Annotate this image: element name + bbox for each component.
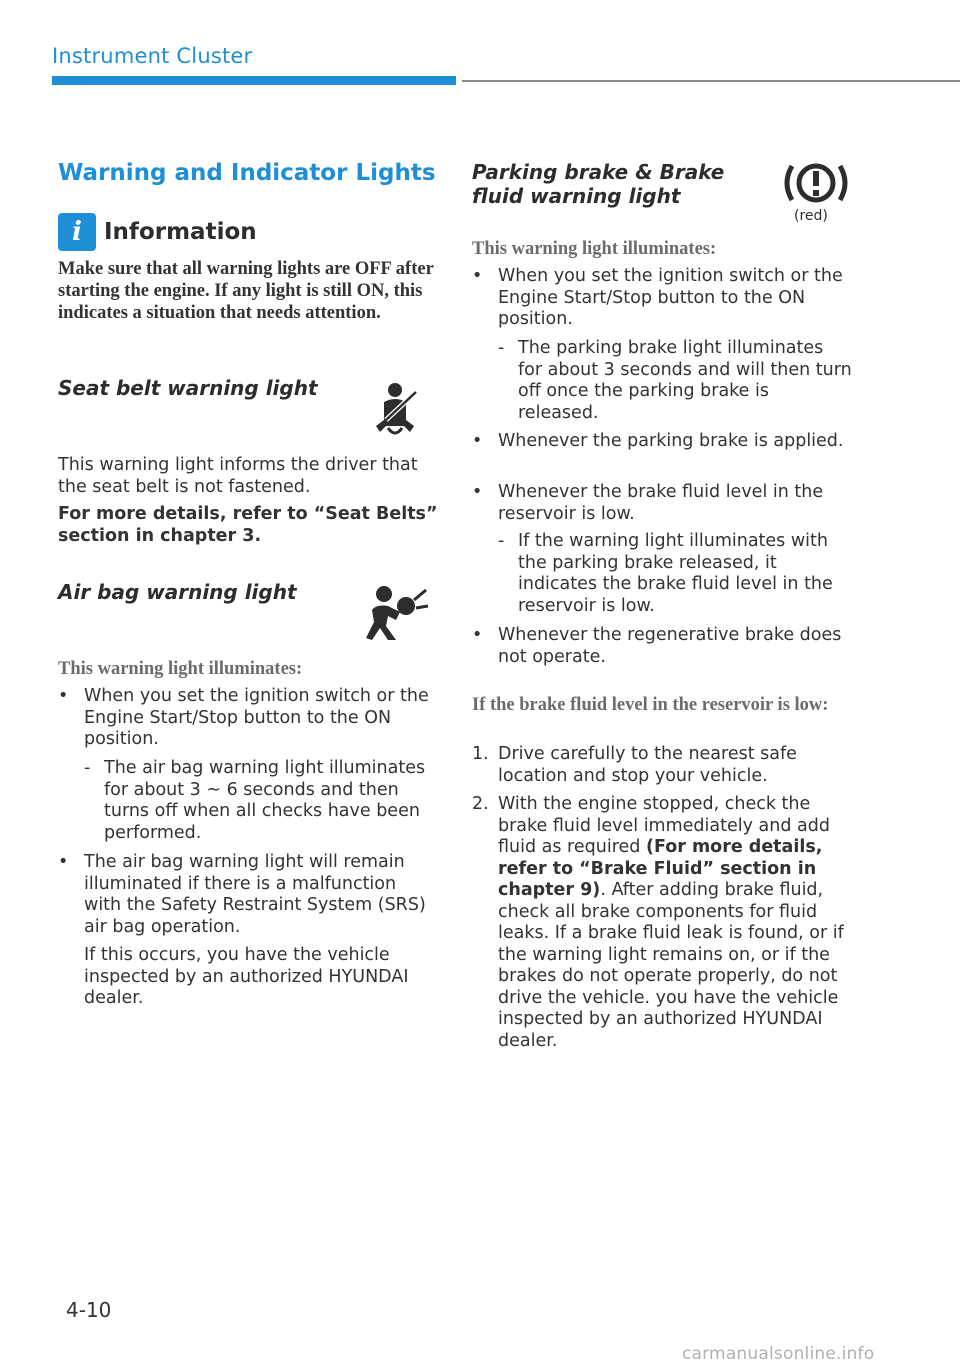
step-2-text-a: With the engine stopped, check the brake fluid level immediately and add fluid as required	[498, 794, 830, 857]
airbag-warning-icon	[366, 582, 430, 646]
information-text: Make sure that all warning lights are OFF after starting the engine. If any light is still ON, this indicates a situation that needs attention.	[58, 259, 434, 323]
bullet-marker: •	[472, 625, 483, 645]
brake-sub-bullet-1	[498, 338, 852, 424]
information-label: Information	[104, 219, 257, 245]
dash-marker: -	[498, 338, 505, 358]
brake-bullet-4-text: Whenever the regenerative brake does not operate.	[498, 625, 842, 667]
header-rule-accent	[52, 76, 456, 85]
brake-bullet-3-text: Whenever the brake fluid level in the reservoir is low.	[498, 482, 824, 524]
brake-lead: This warning light illuminates:	[472, 239, 717, 259]
bullet-marker: •	[472, 482, 483, 502]
watermark: carmanualsonline.info	[682, 1344, 875, 1364]
page-number: 4-10	[66, 1298, 112, 1322]
section-title: Warning and Indicator Lights	[58, 160, 436, 186]
brake-sub-bullet-3	[498, 531, 852, 617]
brake-sub-bullet-3-text: If the warning light illuminates with the parking brake released, it indicates the brake fluid level in the reservoir is low.	[518, 531, 833, 616]
brake-bullet-3	[472, 482, 852, 525]
seatbelt-text: This warning light informs the driver that the seat belt is not fastened.	[58, 455, 418, 497]
step-1-text: Drive carefully to the nearest safe location and stop your vehicle.	[498, 744, 797, 786]
step-2-number: 2.	[472, 794, 489, 814]
bullet-marker: •	[58, 852, 69, 872]
brake-title: Parking brake & Brake fluid warning light	[472, 160, 725, 208]
airbag-title: Air bag warning light	[58, 580, 297, 604]
page-header-title: Instrument Cluster	[52, 44, 253, 68]
low-fluid-heading: If the brake fluid level in the reservoir is low:	[472, 695, 829, 715]
brake-sub-bullet-1-text: The parking brake light illuminates for about 3 seconds and will then turn off once the parking brake is released.	[518, 338, 852, 423]
step-2-text	[498, 794, 852, 1052]
brake-bullet-1	[472, 266, 852, 331]
airbag-lead: This warning light illuminates:	[58, 659, 303, 679]
step-1	[472, 744, 852, 787]
step-1-number: 1.	[472, 744, 489, 764]
seatbelt-title: Seat belt warning light	[58, 376, 318, 400]
dash-marker: -	[84, 758, 91, 778]
step-2	[472, 794, 852, 1052]
airbag-note: If this occurs, you have the vehicle inspected by an authorized HYUNDAI dealer.	[84, 945, 409, 1008]
info-icon: i	[58, 213, 96, 251]
step-2-text-b: . After adding brake fluid, check all brake components for fluid leaks. If a brake fluid leak is found, or if the warning light remains on, or if the brakes do not operate properly, do not drive the vehicle. you have the vehicle inspected by an authorized HYUNDAI dealer.	[498, 880, 844, 1051]
brake-icon-caption: (red)	[794, 208, 828, 224]
airbag-bullet-2-text: The air bag warning light will remain illuminated if there is a malfunction with the Safety Restraint System (SRS) air bag operation.	[84, 852, 426, 937]
dash-marker: -	[498, 531, 505, 551]
brake-bullet-1-text: When you set the ignition switch or the Engine Start/Stop button to the ON position.	[498, 266, 843, 329]
seatbelt-reference: For more details, refer to “Seat Belts” section in chapter 3.	[58, 504, 438, 546]
airbag-bullet-1	[58, 686, 438, 751]
step-2-reference: (For more details, refer to “Brake Fluid” section in chapter 9)	[498, 837, 823, 900]
header-rule	[462, 80, 960, 82]
bullet-marker: •	[58, 686, 69, 706]
seatbelt-warning-icon	[366, 380, 426, 444]
bullet-marker: •	[472, 431, 483, 451]
information-heading	[58, 213, 257, 251]
airbag-sub-bullet-text: The air bag warning light illuminates for about 3 ~ 6 seconds and then turns off when all checks have been performed.	[104, 758, 426, 843]
brake-bullet-2-text: Whenever the parking brake is applied.	[498, 431, 844, 451]
brake-bullet-4	[472, 625, 852, 668]
airbag-bullet-1-text: When you set the ignition switch or the Engine Start/Stop button to the ON position.	[84, 686, 429, 749]
airbag-sub-bullet	[84, 758, 438, 844]
airbag-bullet-2	[58, 852, 438, 938]
bullet-marker: •	[472, 266, 483, 286]
brake-bullet-2	[472, 431, 852, 453]
